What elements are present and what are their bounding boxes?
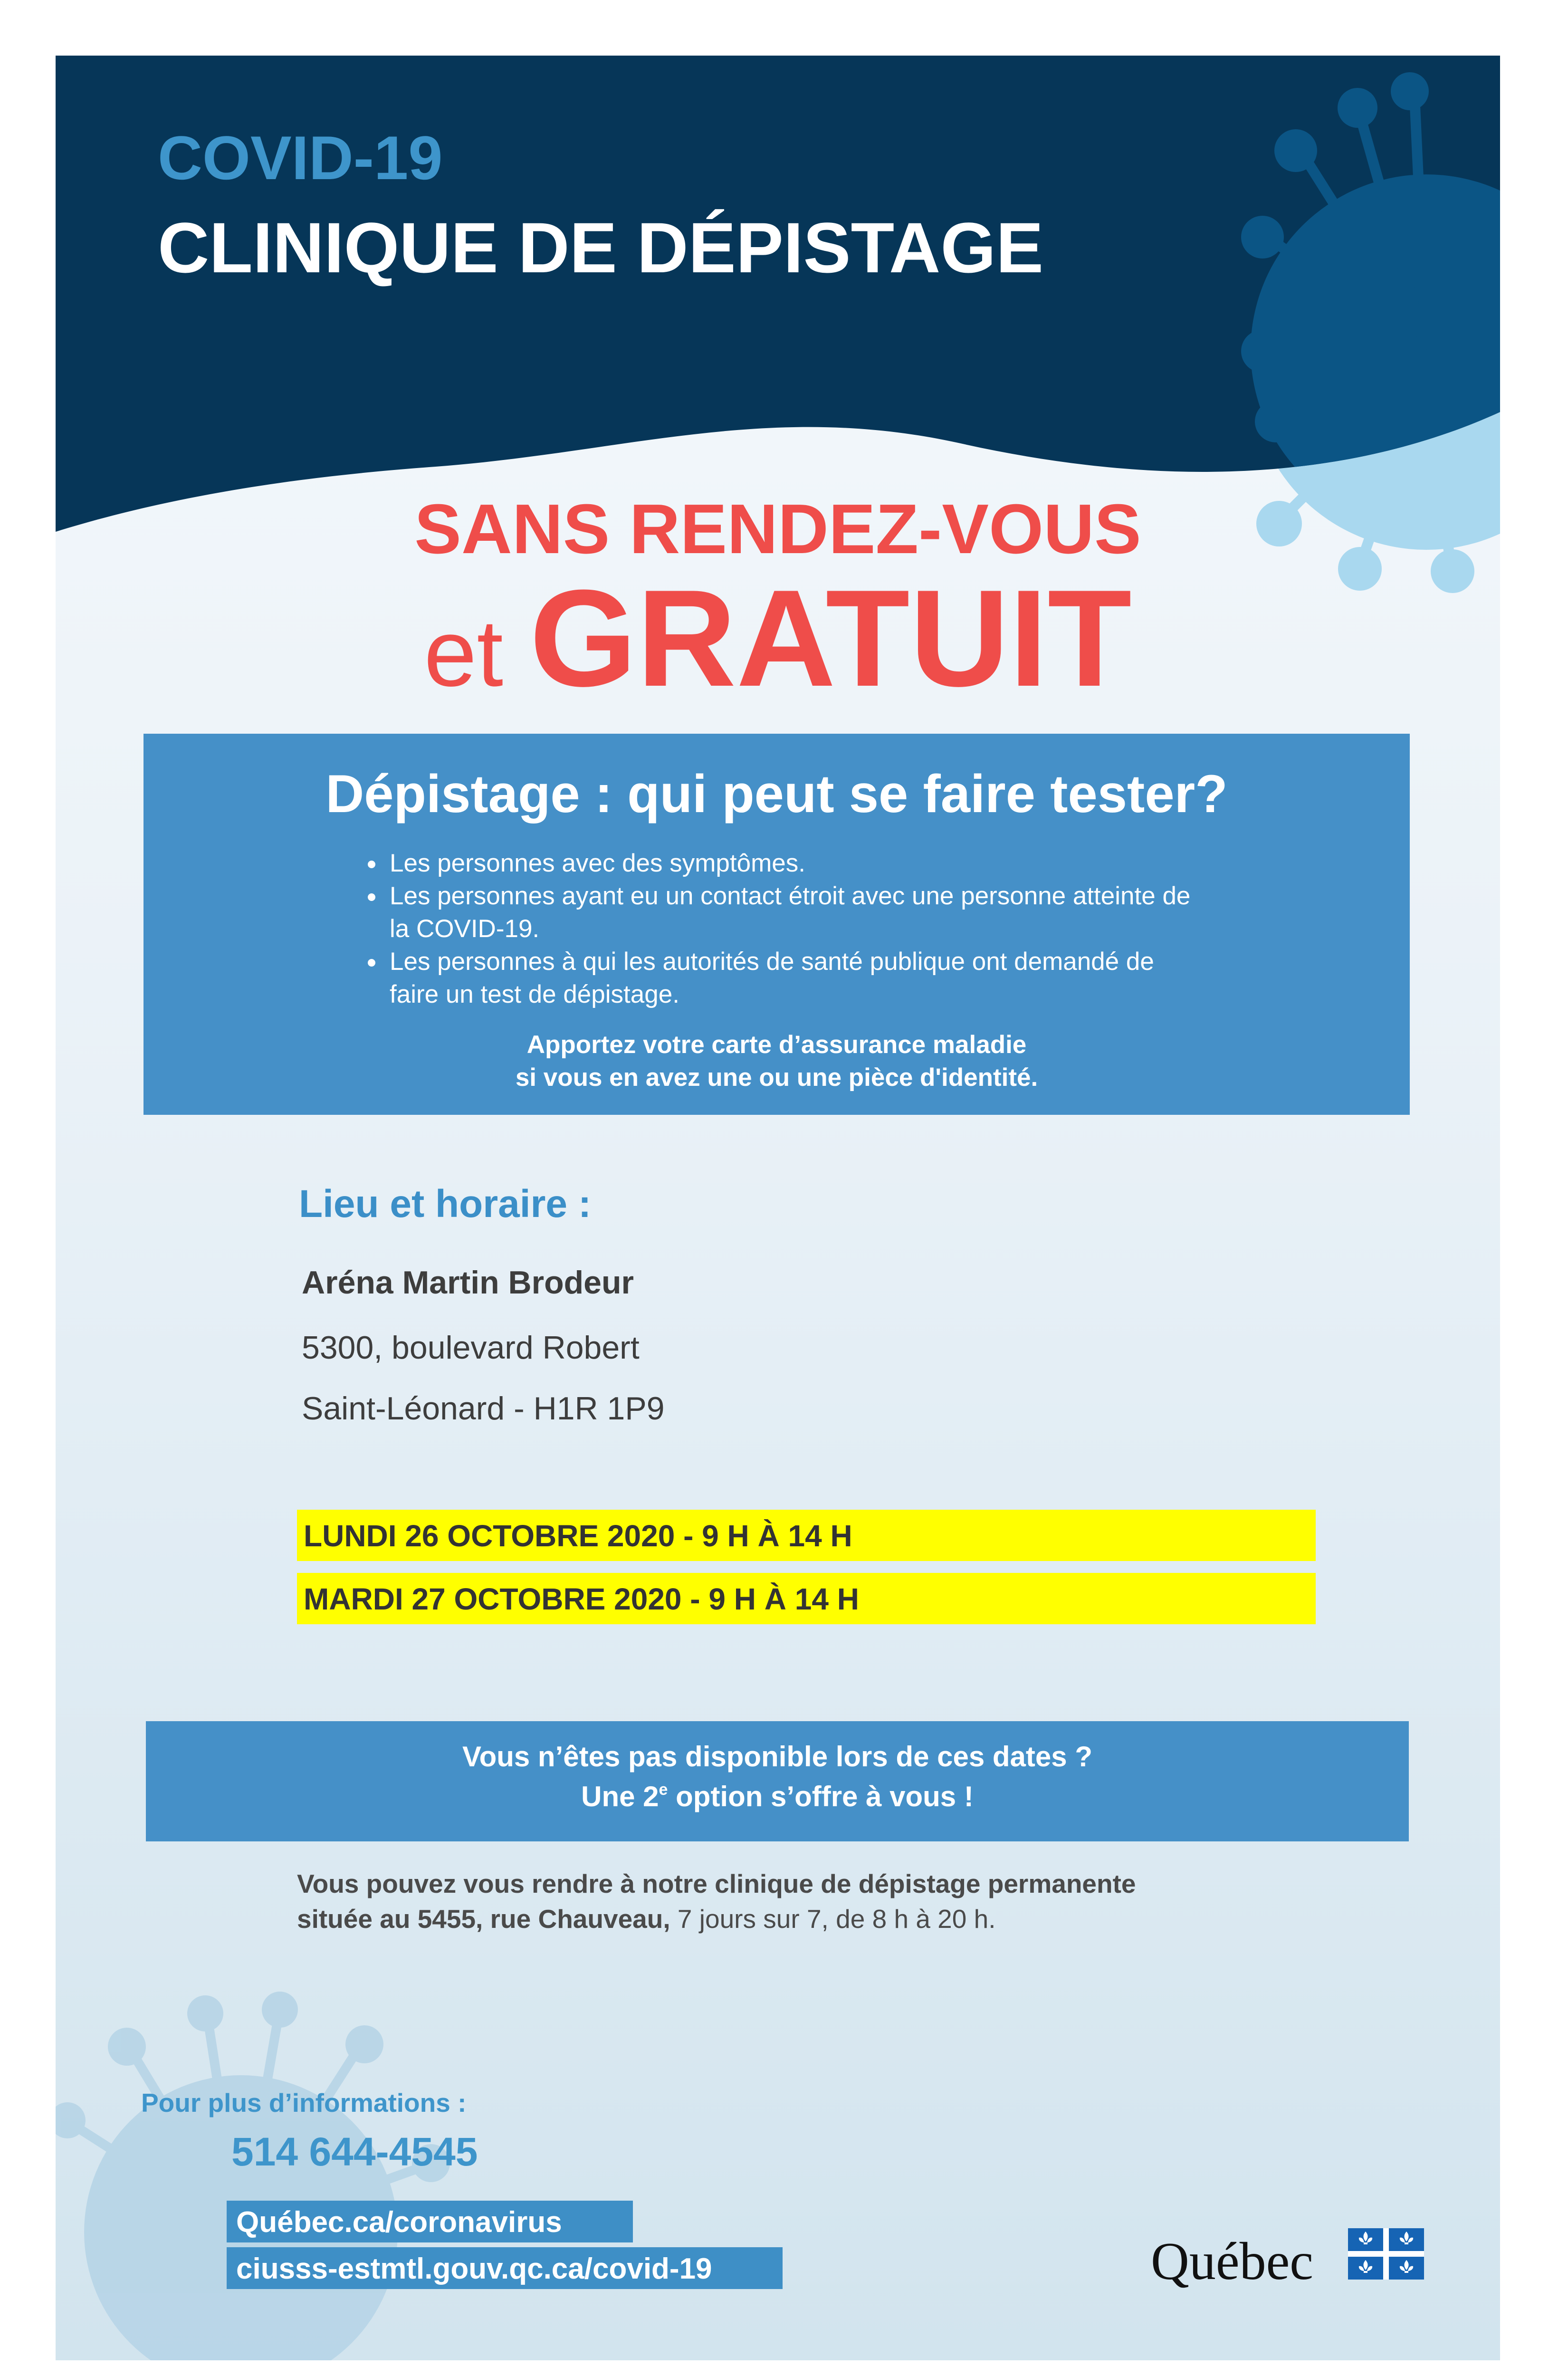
list-item: • Les personnes avec des symptômes.: [386, 847, 1194, 880]
title-covid: COVID-19: [158, 123, 443, 192]
headline-gratuit-word: GRATUIT: [529, 561, 1132, 715]
headline-gratuit: [56, 559, 1500, 718]
screening-note-line1: Apportez votre carte d’assurance maladie: [526, 1031, 1027, 1059]
alternative-line2: Une 2e option s’offre à vous !: [581, 1781, 974, 1812]
phone-number[interactable]: 514 644-4545: [231, 2129, 478, 2174]
permanent-line1: Vous pouvez vous rendre à notre clinique de dépistage permanente: [297, 1869, 1136, 1898]
location-name: Aréna Martin Brodeur: [302, 1265, 634, 1301]
list-item: • Les personnes ayant eu un contact étroit avec une personne atteinte de la COVID-19.: [386, 880, 1194, 945]
location-title: Lieu et horaire :: [299, 1182, 592, 1226]
headline-sans-rendez-vous: SANS RENDEZ-VOUS: [414, 490, 1141, 568]
info-label: Pour plus d’informations :: [141, 2088, 467, 2117]
screening-note: [143, 1028, 1410, 1094]
link-text[interactable]: ciusss-estmtl.gouv.qc.ca/covid-19: [236, 2252, 712, 2285]
date-text: MARDI 27 OCTOBRE 2020 - 9 H À 14 H: [304, 1582, 859, 1616]
link-quebec-coronavirus[interactable]: [227, 2201, 633, 2242]
link-text[interactable]: Québec.ca/coronavirus: [236, 2206, 562, 2239]
list-item: • Les personnes à qui les autorités de santé publique ont demandé de faire un test de dépistage.: [386, 945, 1194, 1011]
permanent-hours: 7 jours sur 7, de 8 h à 20 h.: [670, 1904, 996, 1934]
date-highlight: [297, 1510, 1316, 1561]
alternative-box: [146, 1721, 1409, 1841]
screening-note-line2: si vous en avez une ou une pièce d'identité.: [515, 1063, 1038, 1092]
date-highlight: [297, 1573, 1316, 1624]
alternative-line1: Vous n’êtes pas disponible lors de ces dates ?: [462, 1741, 1092, 1772]
screening-title: Dépistage : qui peut se faire tester?: [325, 764, 1228, 824]
poster: [56, 56, 1500, 2360]
title-clinique: CLINIQUE DE DÉPISTAGE: [158, 208, 1044, 287]
fleur-de-lis-flag-icon: [1348, 2228, 1424, 2280]
permanent-address: située au 5455, rue Chauveau,: [297, 1904, 670, 1934]
screening-box: [143, 734, 1410, 1115]
date-text: LUNDI 26 OCTOBRE 2020 - 9 H À 14 H: [304, 1519, 852, 1553]
permanent-clinic-text: [297, 1866, 1390, 1936]
quebec-logo-wordmark: Québec: [1151, 2232, 1314, 2291]
screening-list: [356, 847, 1194, 1011]
headline-et: et: [424, 600, 530, 706]
link-ciusss-covid[interactable]: [227, 2247, 783, 2289]
location-city: Saint-Léonard - H1R 1P9: [302, 1390, 665, 1427]
location-street: 5300, boulevard Robert: [302, 1330, 640, 1366]
